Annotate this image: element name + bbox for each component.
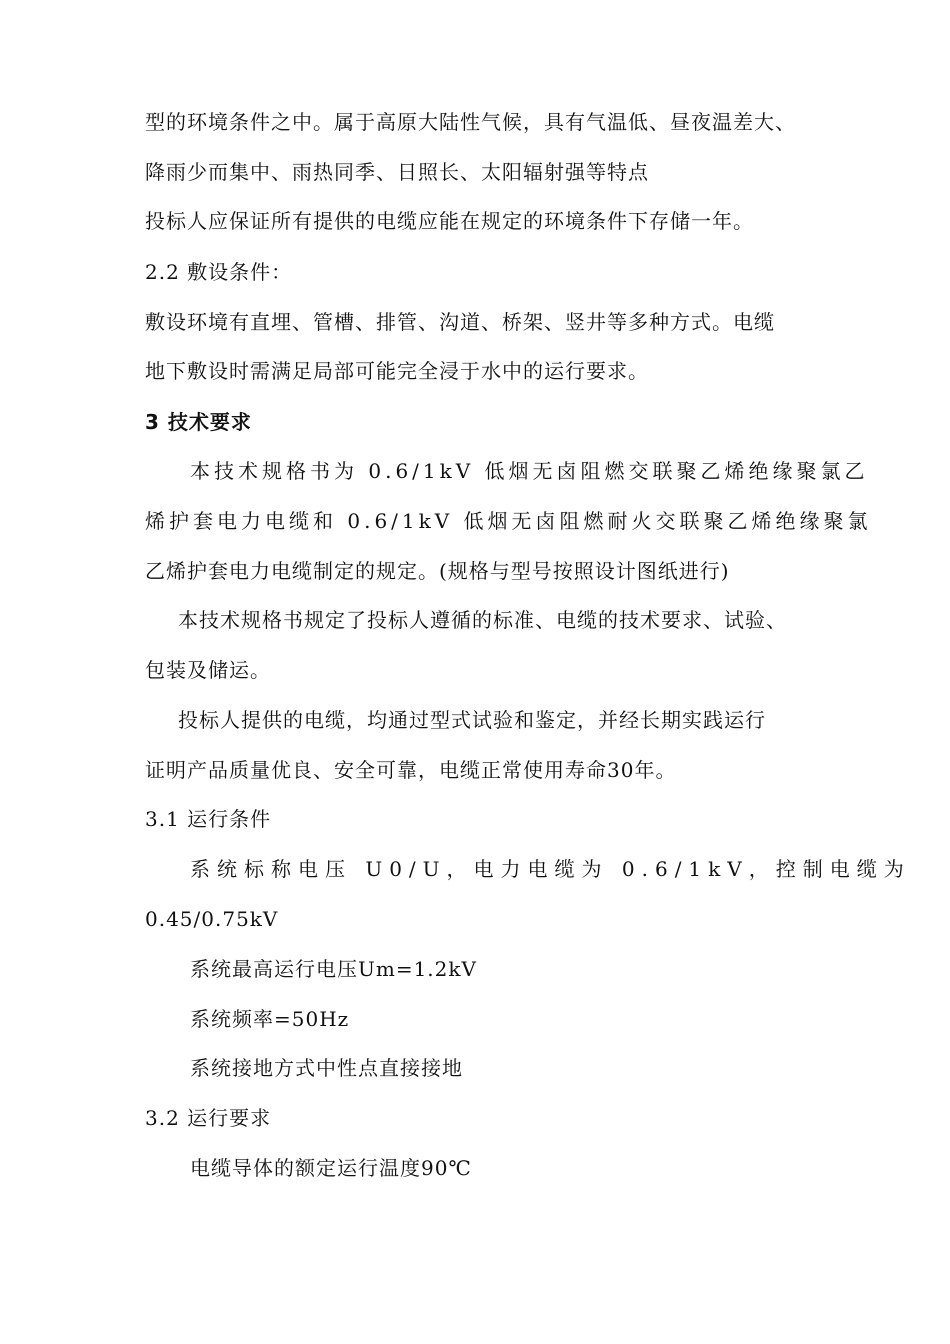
paragraph-line: 乙烯护套电力电缆制定的规定。(规格与型号按照设计图纸进行) [145, 559, 730, 583]
paragraph-line: 本技术规格书规定了投标人遵循的标准、电缆的技术要求、试验、 [178, 608, 787, 632]
paragraph-line: 系统频率=50Hz [190, 1007, 350, 1031]
paragraph-line: 投标人提供的电缆，均通过型式试验和鉴定，并经长期实践运行 [178, 708, 766, 732]
section-heading-2-2: 2.2 敷设条件： [145, 260, 293, 284]
paragraph-line: 包装及储运。 [145, 658, 271, 682]
paragraph-line: 投标人应保证所有提供的电缆应能在规定的环境条件下存储一年。 [145, 209, 754, 233]
paragraph-line: 地下敷设时需满足局部可能完全浸于水中的运行要求。 [145, 359, 649, 383]
paragraph-line: 本技术规格书为 0.6/1kV 低烟无卤阻燃交联聚乙烯绝缘聚氯乙 [190, 459, 869, 483]
paragraph-line: 系统标称电压 U0/U，电力电缆为 0.6/1kV，控制电缆为 [190, 857, 911, 881]
section-heading-3-1: 3.1 运行条件 [145, 807, 272, 831]
paragraph-line: 0.45/0.75kV [145, 907, 279, 931]
paragraph-line: 系统最高运行电压Um=1.2kV [190, 957, 477, 981]
paragraph-line: 降雨少而集中、雨热同季、日照长、太阳辐射强等特点 [145, 160, 649, 184]
paragraph-line: 电缆导体的额定运行温度90℃ [190, 1156, 472, 1180]
paragraph-line: 烯护套电力电缆和 0.6/1kV 低烟无卤阻燃耐火交联聚乙烯绝缘聚氯 [145, 509, 872, 533]
paragraph-line: 敷设环境有直埋、管槽、排管、沟道、桥架、竖井等多种方式。电缆 [145, 310, 775, 334]
paragraph-line: 型的环境条件之中。属于高原大陆性气候，具有气温低、昼夜温差大、 [145, 110, 796, 134]
paragraph-line: 证明产品质量优良、安全可靠，电缆正常使用寿命30年。 [145, 758, 677, 782]
section-heading-3: 3 技术要求 [145, 410, 252, 434]
paragraph-line: 系统接地方式中性点直接接地 [190, 1056, 463, 1080]
section-heading-3-2: 3.2 运行要求 [145, 1106, 272, 1130]
